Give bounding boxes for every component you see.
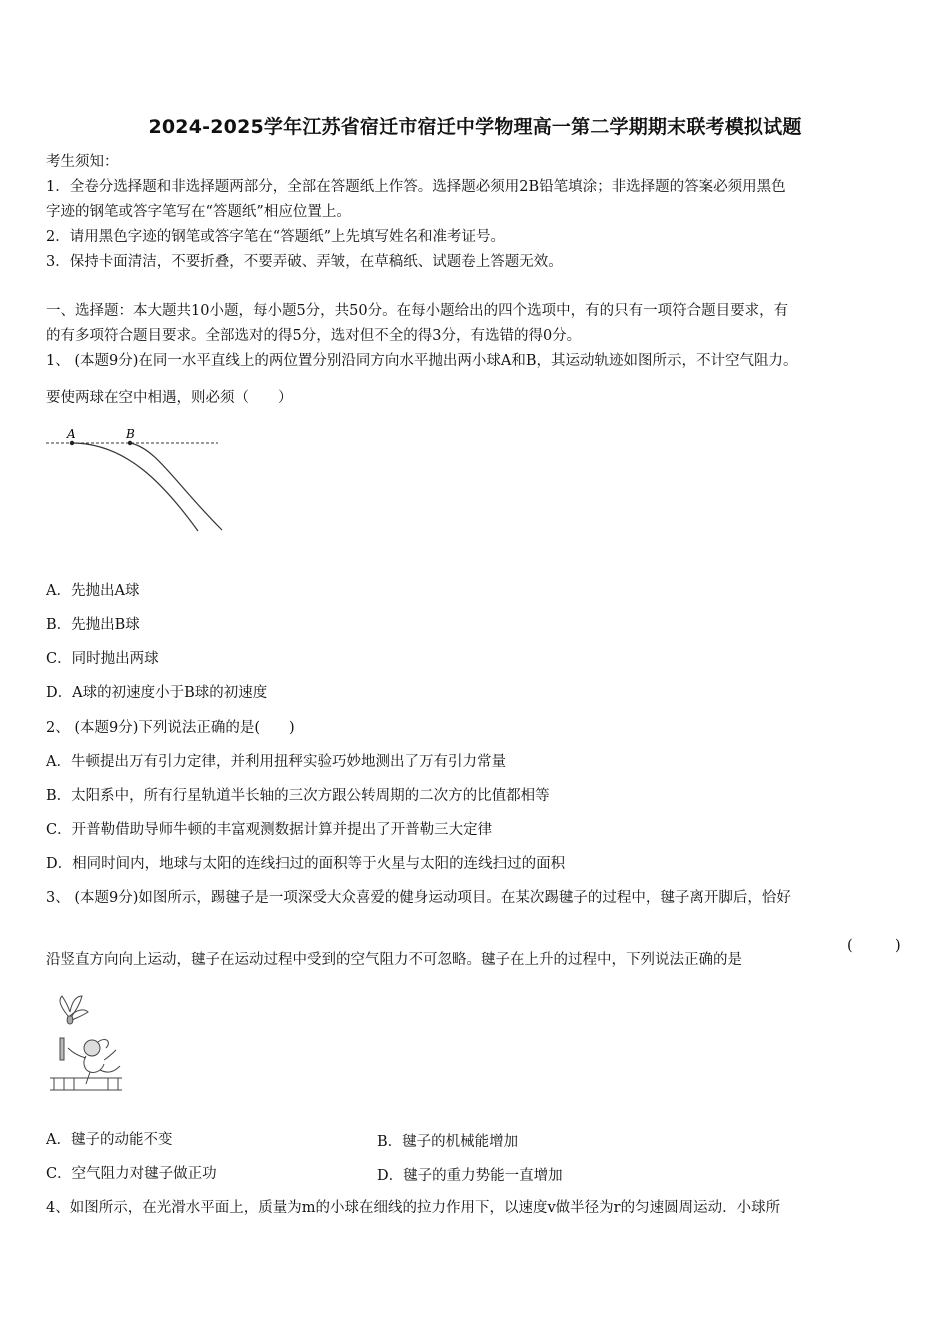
notice-item-2: 2．请用黑色字迹的钢笔或答字笔在“答题纸”上先填写姓名和准考证号。	[46, 229, 506, 245]
q3-option-c: C．空气阻力对毽子做正功	[46, 1166, 217, 1182]
q4-stem-line1: 4、如图所示，在光滑水平面上，质量为m的小球在细线的拉力作用下，以速度v做半径为r的匀速圆周运动．小球所	[46, 1200, 781, 1216]
q2-option-a: A．牛顿提出万有引力定律，并利用扭秤实验巧妙地测出了万有引力常量	[46, 754, 506, 770]
trajectory-a	[72, 443, 198, 531]
q1-option-d: D．A球的初速度小于B球的初速度	[46, 685, 268, 701]
q1-trajectory-figure	[46, 424, 236, 544]
ball-a	[70, 441, 74, 445]
q2-option-b: B．太阳系中，所有行星轨道半长轴的三次方跟公转周期的二次方的比值都相等	[46, 788, 550, 804]
shuttlecock	[60, 996, 88, 1024]
q3-option-b: B．毽子的机械能增加	[377, 1134, 519, 1150]
q3-option-a: A．毽子的动能不变	[46, 1132, 173, 1148]
notice-item-3: 3．保持卡面清洁，不要折叠，不要弄破、弄皱，在草稿纸、试题卷上答题无效。	[46, 254, 563, 270]
notice-heading: 考生须知：	[46, 154, 119, 170]
shuttlecock-kicker-figure	[46, 992, 126, 1097]
kicker-person	[60, 1038, 120, 1084]
ball-b	[128, 441, 132, 445]
exam-title: 2024-2025学年江苏省宿迁市宿迁中学物理高一第二学期期末联考模拟试题	[148, 116, 802, 138]
q2-stem: 2、 (本题9分)下列说法正确的是( )	[46, 720, 295, 736]
q3-stem-line1: 3、 (本题9分)如图所示，踢毽子是一项深受大众喜爱的健身运动项目。在某次踢毽子的过程中，毽子离开脚后，恰好	[46, 890, 791, 906]
trajectory-b	[130, 443, 222, 530]
q1-stem-line2: 要使两球在空中相遇，则必须（ ）	[46, 390, 293, 406]
section-instructions-line2: 的有多项符合题目要求。全部选对的得5分，选对但不全的得3分，有选错的得0分。	[46, 328, 582, 344]
q3-stem-line2: 沿竖直方向向上运动，毽子在运动过程中受到的空气阻力不可忽略。毽子在上升的过程中，下列说法正确的是	[46, 952, 742, 968]
q2-option-d: D．相同时间内，地球与太阳的连线扫过的面积等于火星与太阳的连线扫过的面积	[46, 856, 566, 872]
q3-option-d: D．毽子的重力势能一直增加	[377, 1168, 563, 1184]
notice-item-1: 1．全卷分选择题和非选择题两部分，全部在答题纸上作答。选择题必须用2B铅笔填涂；非选择题的答案必须用黑色	[46, 179, 786, 195]
q1-stem-line1: 1、 (本题9分)在同一水平直线上的两位置分别沿同方向水平抛出两小球A和B，其运动轨迹如图所示，不计空气阻力。	[46, 353, 798, 369]
q1-option-c: C．同时抛出两球	[46, 651, 159, 667]
label-a: A	[67, 427, 76, 441]
label-b: B	[126, 427, 135, 441]
notice-item-1-cont: 字迹的钢笔或答字笔写在“答题纸”相应位置上。	[46, 204, 351, 220]
section-instructions-line1: 一、选择题：本大题共10小题，每小题5分，共50分。在每小题给出的四个选项中，有的只有一项符合题目要求，有	[46, 303, 789, 319]
q1-option-a: A．先抛出A球	[46, 583, 140, 599]
q3-paren-open: (	[847, 938, 853, 954]
q3-paren-close: )	[895, 938, 901, 954]
q2-option-c: C．开普勒借助导师牛顿的丰富观测数据计算并提出了开普勒三大定律	[46, 822, 493, 838]
q1-option-b: B．先抛出B球	[46, 617, 140, 633]
